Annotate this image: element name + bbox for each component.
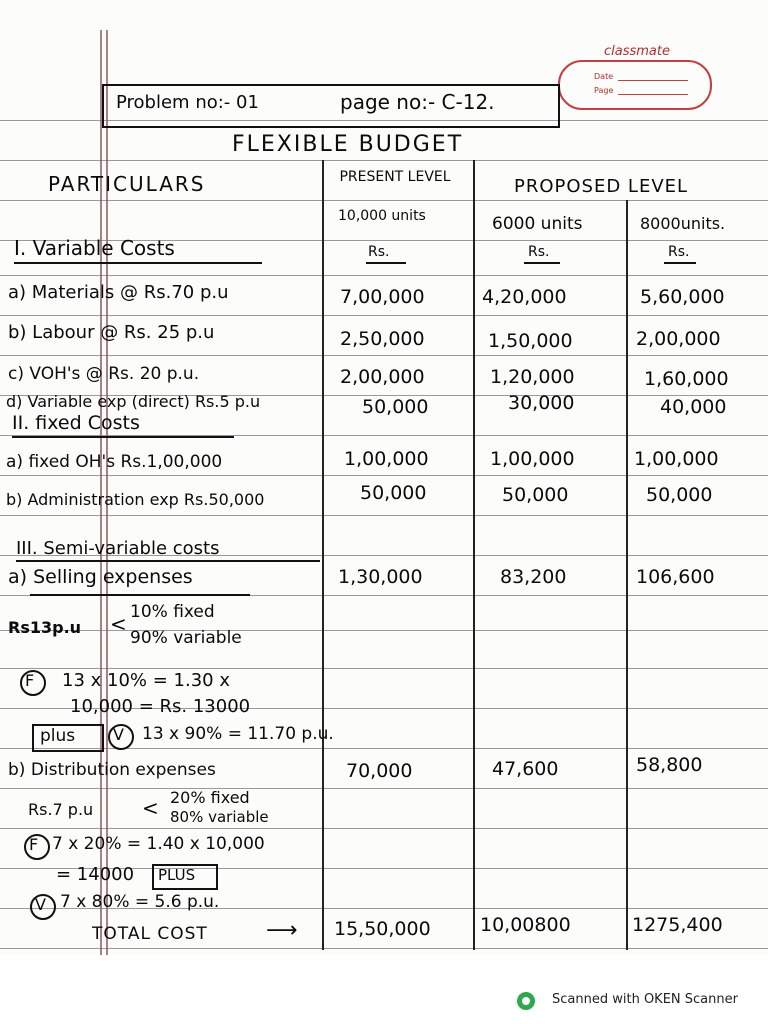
- row-p2: 1,60,000: [644, 368, 729, 390]
- scanner-watermark: Scanned with OKEN Scanner: [552, 992, 738, 1007]
- heading-particulars: PARTICULARS: [48, 172, 206, 196]
- note-variable-calc-2: 7 x 80% = 5.6 p.u.: [60, 892, 220, 912]
- page-label: Page: [594, 86, 614, 95]
- ruled-line: [0, 828, 768, 829]
- section-fixed-costs: II. fixed Costs: [12, 412, 140, 434]
- p1-units: 6000 units: [492, 214, 583, 234]
- row-label: c) VOH's @ Rs. 20 p.u.: [8, 364, 200, 384]
- row-label: d) Variable exp (direct) Rs.5 p.u: [6, 392, 261, 411]
- ruled-line: [0, 200, 768, 201]
- row-p2: 106,600: [636, 566, 715, 588]
- column-divider: [626, 200, 628, 950]
- row-present: 1,00,000: [344, 448, 429, 470]
- section-semi-variable-costs: III. Semi-variable costs: [16, 538, 220, 559]
- note-selling-rate: Rs13p.u: [8, 618, 82, 637]
- scanner-logo-icon: [517, 992, 535, 1010]
- row-present: 7,00,000: [340, 286, 425, 308]
- section-variable-costs: I. Variable Costs: [14, 236, 175, 260]
- page-title: FLEXIBLE BUDGET: [232, 132, 464, 157]
- p2-units: 8000units.: [640, 214, 726, 233]
- total-p1: 10,00800: [480, 914, 571, 936]
- note-fixed-calc-2: 7 x 20% = 1.40 x 10,000: [52, 834, 265, 854]
- column-divider: [322, 160, 324, 950]
- note-variable-calc: 13 x 90% = 11.70 p.u.: [142, 724, 334, 744]
- row-present: 70,000: [346, 760, 413, 782]
- total-p2: 1275,400: [632, 914, 723, 936]
- ruled-line: [0, 668, 768, 669]
- heading-proposed-level: PROPOSED LEVEL: [514, 176, 689, 197]
- brace-arrow: <: [142, 796, 159, 820]
- total-label: TOTAL COST: [92, 924, 208, 944]
- ruled-line: [0, 315, 768, 316]
- plus-label: plus: [40, 726, 76, 746]
- note-fixed-calc: 13 x 10% = 1.30 x: [62, 670, 230, 691]
- row-label: a) Selling expenses: [8, 566, 193, 588]
- underline: [30, 594, 250, 596]
- row-label: b) Labour @ Rs. 25 p.u: [8, 322, 215, 343]
- row-p2: 40,000: [660, 396, 727, 418]
- note-dist-variable: 80% variable: [170, 808, 269, 826]
- date-label: Date: [594, 72, 614, 81]
- row-label: a) fixed OH's Rs.1,00,000: [6, 452, 223, 472]
- arrow-icon: ⟶: [266, 918, 298, 943]
- present-rs: Rs.: [368, 244, 390, 260]
- row-label: b) Distribution expenses: [8, 760, 216, 780]
- underline: [366, 262, 406, 264]
- variable-mark: V: [35, 895, 46, 914]
- note-dist-fixed: 20% fixed: [170, 788, 250, 807]
- underline: [524, 262, 560, 264]
- ruled-line: [0, 515, 768, 516]
- row-p2: 5,60,000: [640, 286, 725, 308]
- ruled-line: [0, 275, 768, 276]
- row-p2: 2,00,000: [636, 328, 721, 350]
- ruled-line: [0, 475, 768, 476]
- present-units: 10,000 units: [338, 208, 426, 224]
- note-fixed-result-2: = 14000: [56, 864, 135, 885]
- row-p2: 58,800: [636, 754, 703, 776]
- row-p2: 50,000: [646, 484, 713, 506]
- row-p1: 30,000: [508, 392, 575, 414]
- total-present: 15,50,000: [334, 918, 431, 940]
- row-present: 1,30,000: [338, 566, 423, 588]
- ruled-line: [0, 788, 768, 789]
- fixed-mark: F: [29, 835, 39, 854]
- row-present: 50,000: [362, 396, 429, 418]
- problem-number: Problem no:- 01: [116, 92, 259, 113]
- brand-name: classmate: [604, 44, 670, 59]
- row-p1: 1,00,000: [490, 448, 575, 470]
- column-divider: [473, 160, 475, 950]
- ruled-line: [0, 355, 768, 356]
- row-present: 50,000: [360, 482, 427, 504]
- underline: [664, 262, 696, 264]
- variable-mark: V: [113, 725, 124, 744]
- scanner-footer: [0, 955, 768, 1024]
- p1-rs: Rs.: [528, 244, 550, 260]
- date-line: [618, 80, 688, 81]
- p2-rs: Rs.: [668, 244, 690, 260]
- ruled-line: [0, 948, 768, 949]
- classmate-logo: [556, 44, 716, 114]
- brace-arrow: <: [110, 612, 127, 636]
- row-p1: 83,200: [500, 566, 567, 588]
- row-label: b) Administration exp Rs.50,000: [6, 490, 265, 509]
- ruled-line: [0, 160, 768, 161]
- note-selling-variable: 90% variable: [130, 628, 242, 648]
- row-p1: 50,000: [502, 484, 569, 506]
- underline: [12, 436, 234, 438]
- page-number: page no:- C-12.: [340, 90, 495, 114]
- row-p1: 1,50,000: [488, 330, 573, 352]
- row-p1: 4,20,000: [482, 286, 567, 308]
- row-p2: 1,00,000: [634, 448, 719, 470]
- fixed-mark: F: [25, 671, 35, 690]
- row-p1: 1,20,000: [490, 366, 575, 388]
- note-dist-rate: Rs.7 p.u: [28, 800, 94, 819]
- row-p1: 47,600: [492, 758, 559, 780]
- plus-label: PLUS: [158, 866, 196, 884]
- heading-present-level: PRESENT LEVEL: [339, 169, 451, 185]
- row-present: 2,50,000: [340, 328, 425, 350]
- note-fixed-result: 10,000 = Rs. 13000: [70, 696, 251, 717]
- underline: [14, 262, 262, 264]
- page-line: [618, 94, 688, 95]
- row-present: 2,00,000: [340, 366, 425, 388]
- brand-oval: [558, 60, 712, 110]
- note-selling-fixed: 10% fixed: [130, 602, 215, 622]
- underline: [16, 560, 320, 562]
- row-label: a) Materials @ Rs.70 p.u: [8, 282, 229, 303]
